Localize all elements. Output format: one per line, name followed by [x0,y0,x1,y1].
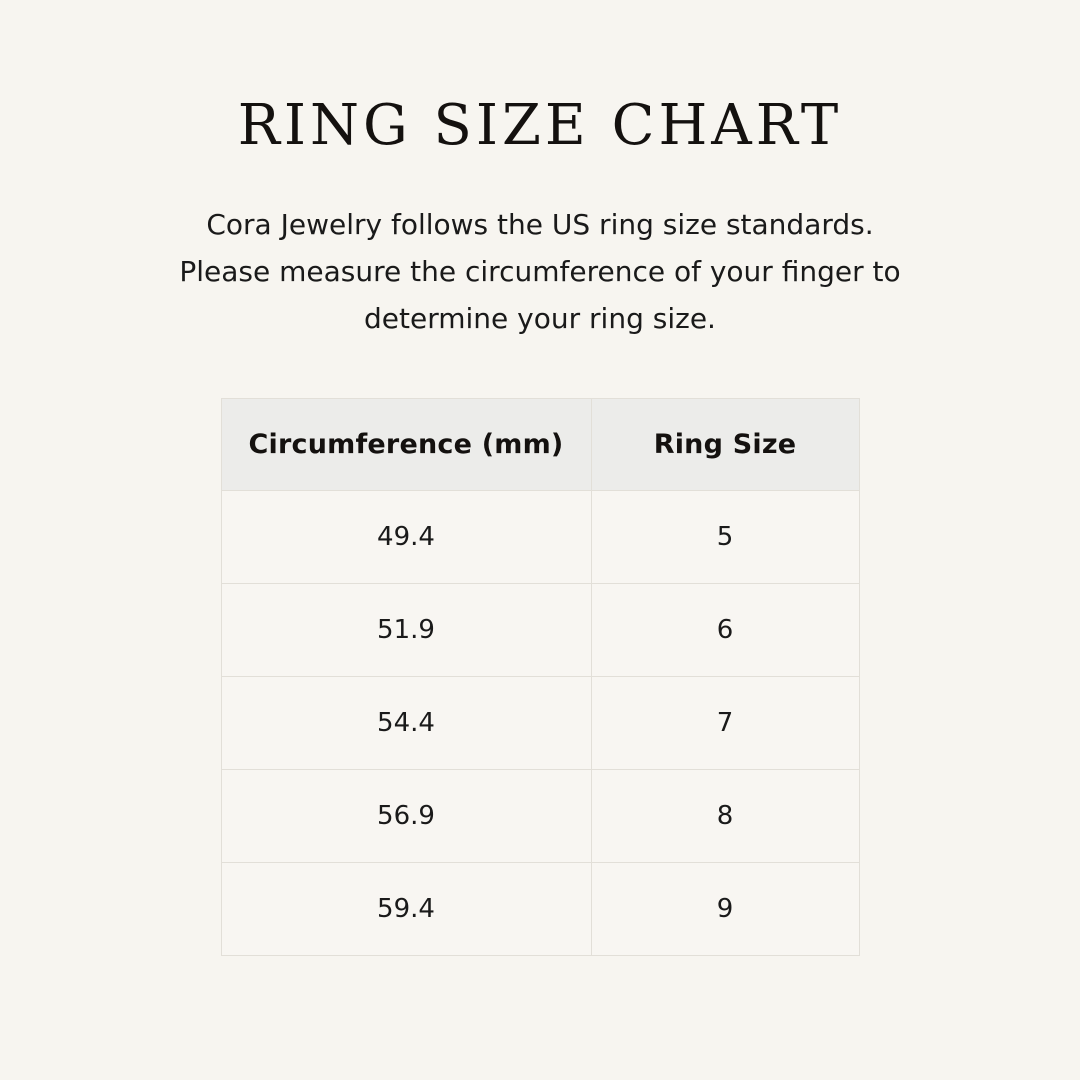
cell-circumference: 54.4 [221,676,591,769]
cell-ring-size: 8 [591,769,859,862]
table-body [221,490,859,955]
intro-line-1: Cora Jewelry follows the US ring size standards. [206,207,874,241]
cell-ring-size: 6 [591,583,859,676]
table-row [221,583,859,676]
ring-size-table [221,398,860,956]
column-header-circumference: Circumference (mm) [221,398,591,490]
page-title: RING SIZE CHART [237,93,843,158]
column-header-ring-size: Ring Size [591,398,859,490]
cell-ring-size: 9 [591,862,859,955]
intro-line-3: determine your ring size. [364,301,716,335]
table-row [221,676,859,769]
table-header-row [221,398,859,490]
cell-circumference: 51.9 [221,583,591,676]
table-header [221,398,859,490]
cell-ring-size: 7 [591,676,859,769]
table-row [221,862,859,955]
intro-text [110,201,970,342]
cell-circumference: 49.4 [221,490,591,583]
cell-ring-size: 5 [591,490,859,583]
cell-circumference: 56.9 [221,769,591,862]
intro-line-2: Please measure the circumference of your finger to [179,254,901,288]
table-row [221,490,859,583]
table-row [221,769,859,862]
cell-circumference: 59.4 [221,862,591,955]
